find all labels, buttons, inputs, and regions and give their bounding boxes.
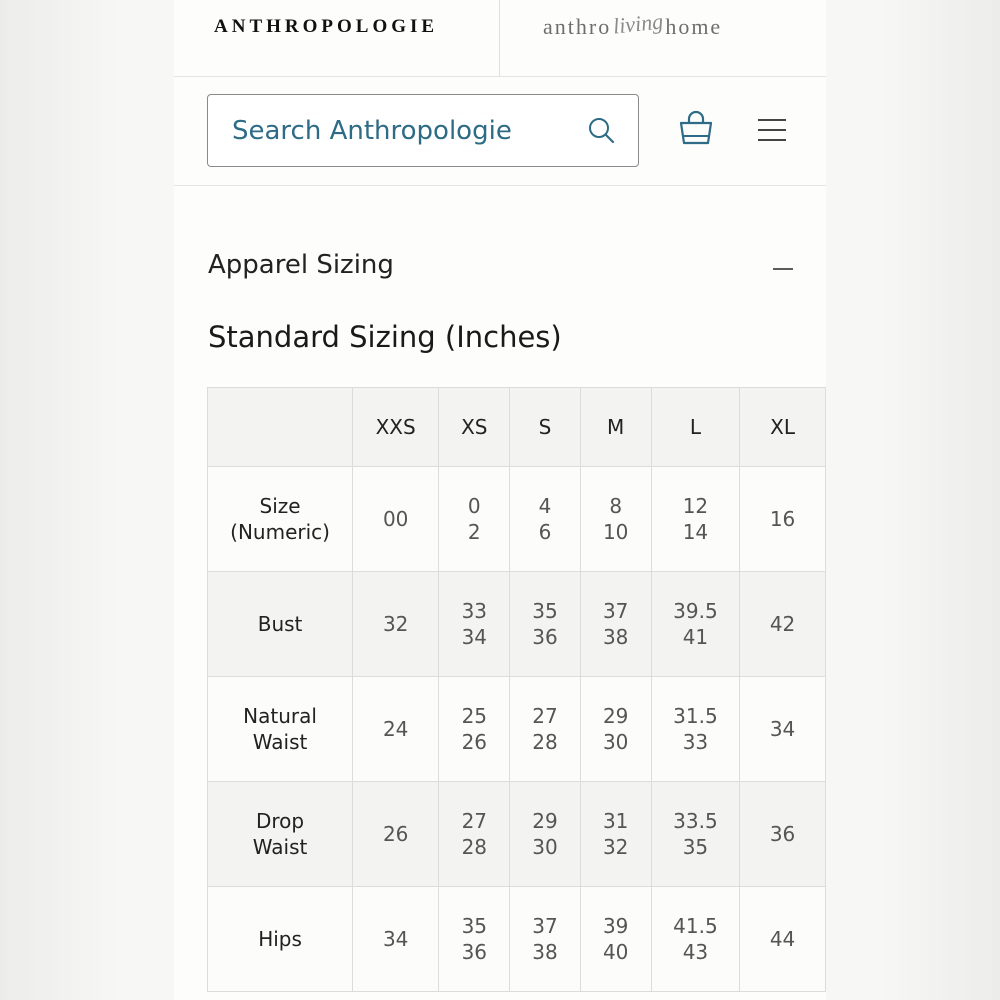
table-cell: 12 14 — [651, 467, 739, 572]
table-cell: 32 — [353, 572, 439, 677]
brand-living-script: living — [611, 8, 665, 39]
search-box[interactable] — [207, 94, 639, 167]
table-cell: 27 28 — [510, 677, 580, 782]
table-cell: 31.5 33 — [651, 677, 739, 782]
table-cell: 29 30 — [580, 677, 651, 782]
size-table — [207, 387, 826, 992]
row-label: Size (Numeric) — [208, 467, 353, 572]
table-cell: 00 — [353, 467, 439, 572]
table-cell: 37 38 — [510, 887, 580, 992]
brand-living-left: anthro — [543, 14, 612, 39]
table-cell: 31 32 — [580, 782, 651, 887]
table-cell: 8 10 — [580, 467, 651, 572]
brand-anthro-living-home-tab[interactable] — [543, 8, 723, 40]
column-header: M — [580, 388, 651, 467]
table-title: Standard Sizing (Inches) — [208, 320, 562, 354]
table-row — [208, 887, 826, 992]
column-header: L — [651, 388, 739, 467]
brand-living-right: home — [665, 14, 723, 39]
table-cell: 16 — [740, 467, 826, 572]
table-cell: 26 — [353, 782, 439, 887]
table-cell: 36 — [740, 782, 826, 887]
table-cell: 39 40 — [580, 887, 651, 992]
table-row — [208, 782, 826, 887]
search-icon[interactable] — [586, 115, 618, 147]
table-row — [208, 677, 826, 782]
section-title-apparel-sizing[interactable]: Apparel Sizing — [208, 250, 394, 280]
page — [174, 0, 826, 1000]
table-cell: 25 26 — [439, 677, 510, 782]
table-cell: 34 — [353, 887, 439, 992]
table-header-row — [208, 388, 826, 467]
column-header: S — [510, 388, 580, 467]
search-input[interactable] — [232, 113, 572, 149]
search-row — [174, 77, 826, 186]
row-label: Drop Waist — [208, 782, 353, 887]
size-table-scroller[interactable] — [207, 387, 826, 1000]
table-cell: 27 28 — [439, 782, 510, 887]
column-header: XXS — [353, 388, 439, 467]
brand-anthropologie-tab[interactable]: ANTHROPOLOGIE — [214, 16, 439, 37]
table-cell: 37 38 — [580, 572, 651, 677]
table-cell: 33 34 — [439, 572, 510, 677]
table-cell: 44 — [740, 887, 826, 992]
table-cell: 41.5 43 — [651, 887, 739, 992]
row-label: Hips — [208, 887, 353, 992]
table-cell: 0 2 — [439, 467, 510, 572]
column-header: XL — [740, 388, 826, 467]
table-cell: 29 30 — [510, 782, 580, 887]
hamburger-menu-icon[interactable] — [757, 117, 787, 143]
brand-bar — [174, 0, 826, 77]
shopping-bag-icon[interactable] — [676, 109, 716, 149]
table-cell: 34 — [740, 677, 826, 782]
table-cell: 24 — [353, 677, 439, 782]
brand-divider — [499, 0, 500, 76]
column-header — [208, 388, 353, 467]
row-label: Natural Waist — [208, 677, 353, 782]
table-cell: 35 36 — [439, 887, 510, 992]
table-cell: 42 — [740, 572, 826, 677]
table-cell: 39.5 41 — [651, 572, 739, 677]
table-row — [208, 572, 826, 677]
table-cell: 35 36 — [510, 572, 580, 677]
table-cell: 4 6 — [510, 467, 580, 572]
table-cell: 33.5 35 — [651, 782, 739, 887]
row-label: Bust — [208, 572, 353, 677]
minus-icon[interactable] — [772, 258, 794, 280]
column-header: XS — [439, 388, 510, 467]
table-row — [208, 467, 826, 572]
